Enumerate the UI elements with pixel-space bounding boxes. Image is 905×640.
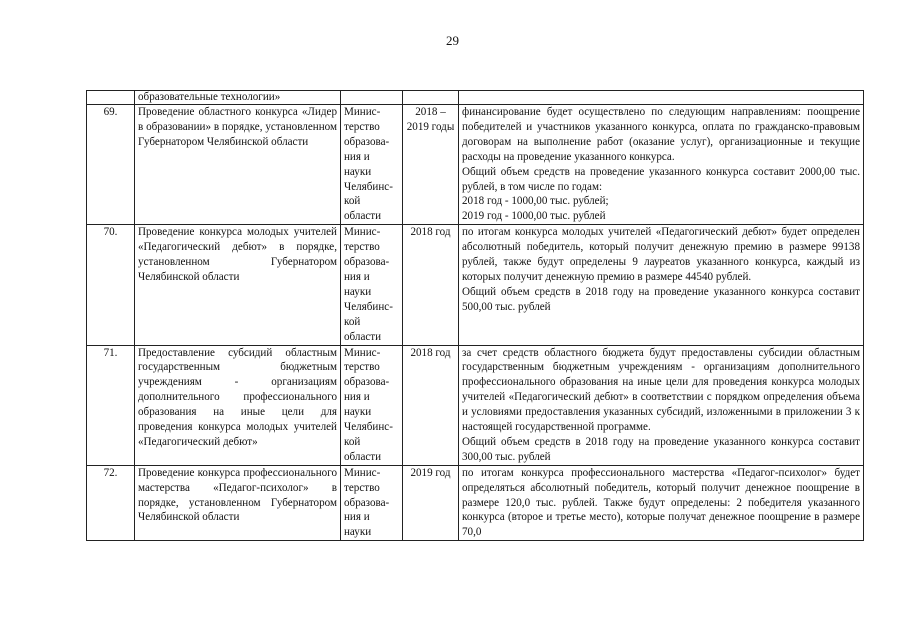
implementation-period: 2018 – 2019 годы (403, 105, 459, 225)
executor-line: области (344, 210, 382, 223)
row-number: 69. (87, 105, 135, 225)
continuation-year-cell (403, 91, 459, 105)
executor-line: образова- (344, 496, 390, 509)
expected-result (459, 465, 864, 541)
executor-line: Минис- (344, 106, 381, 118)
row-number: 72. (87, 465, 135, 541)
executor-line: ния и (344, 150, 370, 163)
expected-result (459, 345, 864, 465)
executor-line: науки (344, 165, 372, 178)
result-paragraph: Общий объем средств на проведение указанного конкурса составит 2000,00 тыс. рублей, в том числе по годам: (462, 165, 860, 193)
measure-name: Предоставление субсидий областным государственным бюджетным учреждениям - организациям дополнительного профессионального образования на иные цели для проведения конкурса молодых учителей «Педагогический дебют» (135, 345, 341, 465)
table-row (87, 345, 864, 465)
executor-line: науки (344, 285, 372, 298)
executor-line: терство (344, 361, 380, 374)
row-number: 70. (87, 225, 135, 345)
executor-line: образова- (344, 135, 390, 148)
executor-line: ния и (344, 391, 370, 404)
measure-name: Проведение областного конкурса «Лидер в образовании» в порядке, установленном Губернатором Челябинской области (135, 105, 341, 225)
executor-line: ния и (344, 511, 370, 524)
executor-line: кой (344, 195, 361, 208)
executor-line: области (344, 330, 382, 343)
executor-line: кой (344, 315, 361, 328)
executor-line: терство (344, 241, 380, 254)
executor-line: Минис- (344, 346, 381, 359)
executor-line: Челябинс- (344, 180, 393, 193)
executor-line: Минис- (344, 466, 381, 479)
implementation-period: 2018 год (403, 345, 459, 465)
continuation-exec-cell (341, 91, 403, 105)
program-measures-table (86, 90, 864, 541)
executor-line: ния и (344, 270, 370, 283)
executor (341, 105, 403, 225)
table-row (87, 105, 864, 225)
executor-line: науки (344, 526, 372, 539)
result-paragraph: Общий объем средств в 2018 году на проведение указанного конкурса составит 500,00 тыс. рублей (462, 285, 860, 313)
continuation-num-cell (87, 91, 135, 105)
row-number: 71. (87, 345, 135, 465)
executor-line: образова- (344, 256, 390, 269)
executor-line: терство (344, 120, 380, 133)
result-paragraph: по итогам конкурса профессионального мастерства «Педагог-психолог» будет определяться абсолютный победитель, который получит денежное поощрение в размере 120,0 тыс. рублей. Также будут определены: 2 победителя указанного конкурса (второе и третье место), которые получат денежное поощрение в размере 70,0 (462, 466, 860, 539)
result-paragraph: за счет средств областного бюджета будут предоставлены субсидии областным государственным бюджетным учреждениям - организациям дополнительного профессионального образования на иные цели для проведения конкурса молодых учителей «Педагогический дебют» в соответствии с порядком определения объема и условиями предоставления указанных субсидий, изложенными в приложении 3 к настоящей государственной программе. (462, 346, 860, 434)
executor (341, 465, 403, 541)
expected-result (459, 105, 864, 225)
result-paragraph: 2018 год - 1000,00 тыс. рублей; (462, 195, 609, 208)
executor-line: Минис- (344, 226, 381, 239)
continuation-name-cell: образовательные технологии» (135, 91, 341, 105)
executor-line: терство (344, 481, 380, 494)
continuation-row (87, 91, 864, 105)
measure-name: Проведение конкурса профессионального мастерства «Педагог-психолог» в порядке, установленном Губернатором Челябинской области (135, 465, 341, 541)
table-row (87, 465, 864, 541)
executor (341, 225, 403, 345)
executor-line: Челябинс- (344, 300, 393, 313)
measure-name: Проведение конкурса молодых учителей «Педагогический дебют» в порядке, установленном Губернатором Челябинской области (135, 225, 341, 345)
result-paragraph: финансирование будет осуществлено по следующим направлениям: поощрение победителей и участников указанного конкурса, оплата по гражданско-правовым договорам на выполнение работ (оказание услуг), организационные и текущие расходы на проведение указанного конкурса. (462, 106, 860, 163)
executor (341, 345, 403, 465)
executor-line: науки (344, 406, 372, 419)
result-paragraph: Общий объем средств в 2018 году на проведение указанного конкурса составит 300,00 тыс. рублей (462, 435, 860, 463)
executor-line: образова- (344, 376, 390, 389)
implementation-period: 2018 год (403, 225, 459, 345)
table-row (87, 225, 864, 345)
result-paragraph: по итогам конкурса молодых учителей «Педагогический дебют» будет определен абсолютный победитель, который получит денежную премию в размере 99138 рублей, также будут определены 9 лауреатов указанного конкурса, каждый из которых получит денежную премию в размере 44540 рублей. (462, 226, 860, 283)
executor-line: области (344, 450, 382, 463)
expected-result (459, 225, 864, 345)
page-number: 29 (446, 33, 459, 48)
result-paragraph: 2019 год - 1000,00 тыс. рублей (462, 210, 606, 223)
executor-line: Челябинс- (344, 421, 393, 434)
executor-line: кой (344, 435, 361, 448)
continuation-result-cell (459, 91, 864, 105)
implementation-period: 2019 год (403, 465, 459, 541)
